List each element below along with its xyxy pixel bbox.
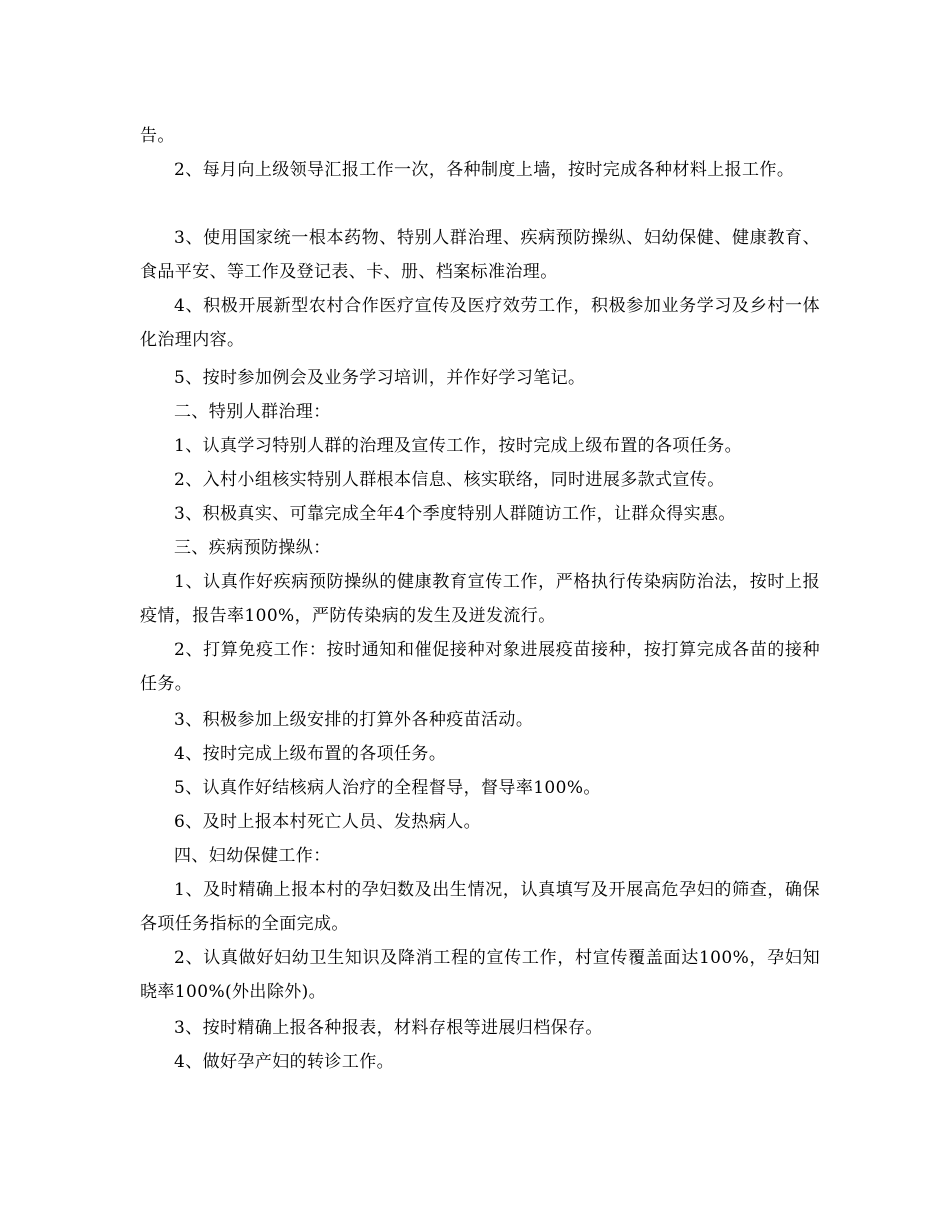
paragraph: 2、入村小组核实特别人群根本信息、核实联络，同时进展多款式宣传。 <box>174 470 725 490</box>
section-heading: 二、特别人群治理： <box>174 402 331 422</box>
paragraph: 2、认真做好妇幼卫生知识及降消工程的宣传工作，村宣传覆盖面达100%，孕妇知晓率100%(外出除外)。 <box>140 948 820 1002</box>
paragraph: 1、及时精确上报本村的孕妇数及出生情况，认真填写及开展高危孕妇的筛查，确保各项任务指标的全面完成。 <box>140 880 820 934</box>
paragraph: 4、积极开展新型农村合作医疗宣传及医疗效劳工作，积极参加业务学习及乡村一体化治理内容。 <box>140 296 820 350</box>
paragraph: 4、做好孕产妇的转诊工作。 <box>174 1052 395 1072</box>
paragraph: 5、认真作好结核病人治疗的全程督导，督导率100%。 <box>174 778 601 798</box>
paragraph: 3、积极参加上级安排的打算外各种疫苗活动。 <box>174 710 534 730</box>
paragraph: 3、使用国家统一根本药物、特别人群治理、疾病预防操纵、妇幼保健、健康教育、食品平安、等工作及登记表、卡、册、档案标准治理。 <box>140 228 820 282</box>
paragraph: 1、认真学习特别人群的治理及宣传工作，按时完成上级布置的各项任务。 <box>174 436 743 456</box>
paragraph: 2、每月向上级领导汇报工作一次，各种制度上墙，按时完成各种材料上报工作。 <box>174 160 795 180</box>
paragraph: 3、积极真实、可靠完成全年4个季度特别人群随访工作，让群众得实惠。 <box>174 504 736 524</box>
paragraph: 4、按时完成上级布置的各项任务。 <box>174 744 447 764</box>
paragraph-continuation: 告。 <box>140 126 175 146</box>
section-heading: 四、妇幼保健工作： <box>174 846 331 866</box>
paragraph: 5、按时参加例会及业务学习培训，并作好学习笔记。 <box>174 368 586 388</box>
section-heading: 三、疾病预防操纵： <box>174 538 331 558</box>
paragraph: 6、及时上报本村死亡人员、发热病人。 <box>174 812 482 832</box>
paragraph: 3、按时精确上报各种报表，材料存根等进展归档保存。 <box>174 1018 603 1038</box>
paragraph: 1、认真作好疾病预防操纵的健康教育宣传工作，严格执行传染病防治法，按时上报疫情，报告率100%，严防传染病的发生及迸发流行。 <box>140 572 820 626</box>
paragraph: 2、打算免疫工作：按时通知和催促接种对象进展疫苗接种，按打算完成各苗的接种任务。 <box>140 640 820 694</box>
